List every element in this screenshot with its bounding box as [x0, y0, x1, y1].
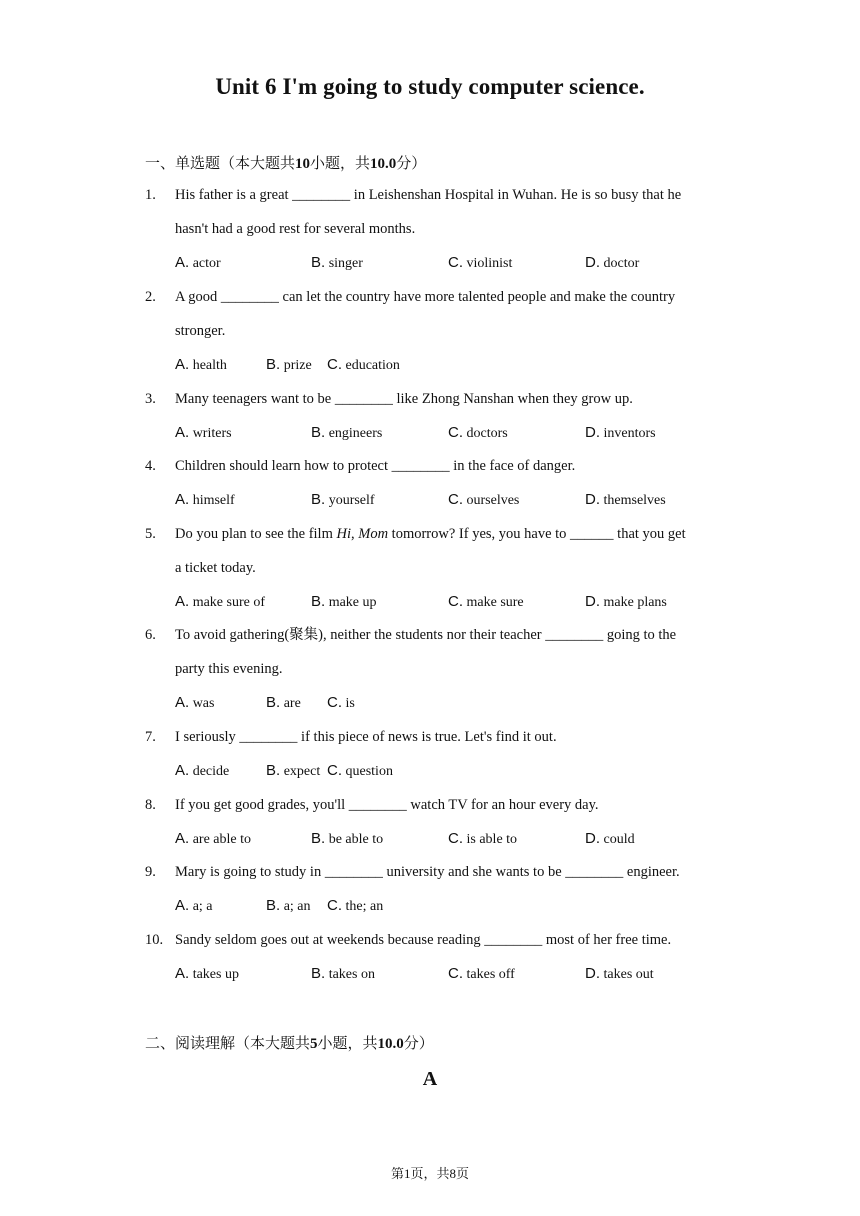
- page-footer: 第1页，共8页: [390, 1166, 469, 1181]
- option-text: expect: [280, 764, 321, 779]
- answer-option: [175, 356, 227, 375]
- option-text: doctors: [463, 426, 508, 441]
- option-text: be able to: [325, 832, 384, 847]
- option-text: health: [189, 358, 227, 373]
- question-number: 5.: [145, 526, 156, 542]
- page-title: Unit 6 I'm going to study computer science.: [215, 74, 645, 99]
- option-text: a; an: [280, 899, 311, 914]
- answer-option: [175, 694, 214, 713]
- option-letter: D.: [585, 424, 600, 441]
- option-text: the; an: [342, 899, 384, 914]
- answer-option: [585, 593, 667, 612]
- option-text: make plans: [600, 595, 667, 610]
- option-text: are: [280, 696, 301, 711]
- question-number: 10.: [145, 932, 164, 948]
- option-text: violinist: [463, 256, 513, 271]
- option-text: make up: [325, 595, 377, 610]
- answer-option: [311, 491, 375, 510]
- question-text: A good ________ can let the country have more talented people and make the country: [175, 289, 676, 305]
- option-letter: D.: [585, 491, 600, 508]
- option-letter: B.: [311, 593, 326, 610]
- option-letter: B.: [266, 762, 281, 779]
- answer-option: [585, 965, 654, 984]
- option-letter: C.: [448, 965, 463, 982]
- question-text: Many teenagers want to be ________ like Zhong Nanshan when they grow up.: [175, 391, 633, 407]
- question-text: His father is a great ________ in Leishenshan Hospital in Wuhan. He is so busy that he: [175, 187, 682, 203]
- option-letter: D.: [585, 830, 600, 847]
- option-text: engineers: [325, 426, 383, 441]
- option-letter: D.: [585, 254, 600, 271]
- option-text: ourselves: [463, 493, 520, 508]
- section-heading-1: 一、单选题（本大题共10小题，共10.0分）: [145, 154, 427, 172]
- question-number: 4.: [145, 458, 156, 474]
- option-text: education: [342, 358, 400, 373]
- question-number: 2.: [145, 289, 156, 305]
- answer-option: [327, 897, 383, 916]
- option-text: question: [342, 764, 393, 779]
- option-letter: B.: [311, 254, 326, 271]
- option-letter: A.: [175, 593, 190, 610]
- question-text: I seriously ________ if this piece of news is true. Let's find it out.: [175, 729, 557, 745]
- option-text: are able to: [189, 832, 251, 847]
- option-text: make sure: [463, 595, 524, 610]
- option-letter: B.: [311, 491, 326, 508]
- option-text: could: [600, 832, 635, 847]
- answer-option: [448, 424, 508, 443]
- option-letter: A.: [175, 694, 190, 711]
- option-letter: A.: [175, 830, 190, 847]
- option-letter: C.: [327, 694, 342, 711]
- option-text: actor: [189, 256, 221, 271]
- option-text: writers: [189, 426, 232, 441]
- answer-option: [311, 965, 375, 984]
- option-letter: B.: [311, 965, 326, 982]
- option-text: yourself: [325, 493, 375, 508]
- answer-option: [266, 897, 311, 916]
- question-text: Children should learn how to protect ________ in the face of danger.: [175, 458, 576, 474]
- option-text: make sure of: [189, 595, 265, 610]
- option-letter: D.: [585, 593, 600, 610]
- option-text: takes up: [189, 967, 239, 982]
- option-letter: B.: [266, 694, 281, 711]
- answer-option: [175, 424, 232, 443]
- passage-label: A: [422, 1068, 438, 1090]
- option-letter: A.: [175, 762, 190, 779]
- answer-option: [175, 593, 265, 612]
- option-text: is: [342, 696, 355, 711]
- answer-option: [175, 830, 251, 849]
- answer-option: [448, 254, 512, 273]
- option-letter: C.: [448, 254, 463, 271]
- option-text: a; a: [189, 899, 213, 914]
- option-letter: A.: [175, 965, 190, 982]
- question-text: stronger.: [175, 323, 226, 339]
- option-letter: B.: [266, 356, 281, 373]
- question-text: party this evening.: [175, 661, 283, 677]
- answer-option: [311, 254, 363, 273]
- option-letter: B.: [266, 897, 281, 914]
- answer-option: [266, 762, 320, 781]
- answer-option: [175, 897, 213, 916]
- option-text: singer: [325, 256, 363, 271]
- question-text: Sandy seldom goes out at weekends because reading ________ most of her free time.: [175, 932, 672, 948]
- option-letter: B.: [311, 424, 326, 441]
- answer-option: [585, 491, 666, 510]
- option-text: inventors: [600, 426, 656, 441]
- option-letter: C.: [448, 830, 463, 847]
- answer-option: [585, 424, 656, 443]
- option-letter: B.: [311, 830, 326, 847]
- option-letter: C.: [448, 593, 463, 610]
- answer-option: [175, 491, 235, 510]
- question-number: 9.: [145, 864, 156, 880]
- question-text: a ticket today.: [175, 560, 256, 576]
- answer-option: [175, 965, 239, 984]
- question-text: Do you plan to see the film Hi, Mom tomorrow? If yes, you have to ______ that you get: [175, 526, 686, 542]
- option-letter: C.: [448, 491, 463, 508]
- question-number: 7.: [145, 729, 156, 745]
- answer-option: [448, 830, 517, 849]
- question-number: 1.: [145, 187, 156, 203]
- question-text: Mary is going to study in ________ university and she wants to be ________ engineer.: [175, 864, 680, 880]
- answer-option: [311, 424, 382, 443]
- answer-option: [266, 694, 301, 713]
- answer-option: [327, 762, 393, 781]
- question-text: If you get good grades, you'll ________ watch TV for an hour every day.: [175, 797, 599, 813]
- option-letter: C.: [327, 897, 342, 914]
- answer-option: [266, 356, 312, 375]
- answer-option: [175, 762, 229, 781]
- question-number: 8.: [145, 797, 156, 813]
- option-letter: C.: [448, 424, 463, 441]
- question-number: 3.: [145, 391, 156, 407]
- question-text: To avoid gathering(聚集), neither the students nor their teacher ________ going to the: [175, 627, 677, 643]
- option-letter: D.: [585, 965, 600, 982]
- answer-option: [448, 965, 515, 984]
- option-letter: A.: [175, 897, 190, 914]
- option-text: himself: [189, 493, 235, 508]
- answer-option: [585, 830, 635, 849]
- answer-option: [448, 593, 524, 612]
- option-text: doctor: [600, 256, 640, 271]
- answer-option: [327, 694, 355, 713]
- option-letter: A.: [175, 254, 190, 271]
- option-letter: A.: [175, 356, 190, 373]
- option-text: is able to: [463, 832, 518, 847]
- answer-option: [311, 830, 383, 849]
- option-text: takes out: [600, 967, 654, 982]
- option-text: prize: [280, 358, 312, 373]
- option-text: was: [189, 696, 215, 711]
- question-number: 6.: [145, 627, 156, 643]
- option-letter: C.: [327, 762, 342, 779]
- answer-option: [448, 491, 519, 510]
- option-text: takes on: [325, 967, 375, 982]
- option-letter: C.: [327, 356, 342, 373]
- answer-option: [327, 356, 400, 375]
- option-text: decide: [189, 764, 230, 779]
- section-heading-2: 二、阅读理解（本大题共5小题，共10.0分）: [145, 1034, 434, 1052]
- answer-option: [175, 254, 221, 273]
- option-text: themselves: [600, 493, 666, 508]
- answer-option: [311, 593, 377, 612]
- question-text: hasn't had a good rest for several months.: [175, 221, 416, 237]
- option-letter: A.: [175, 424, 190, 441]
- answer-option: [585, 254, 639, 273]
- option-letter: A.: [175, 491, 190, 508]
- option-text: takes off: [463, 967, 515, 982]
